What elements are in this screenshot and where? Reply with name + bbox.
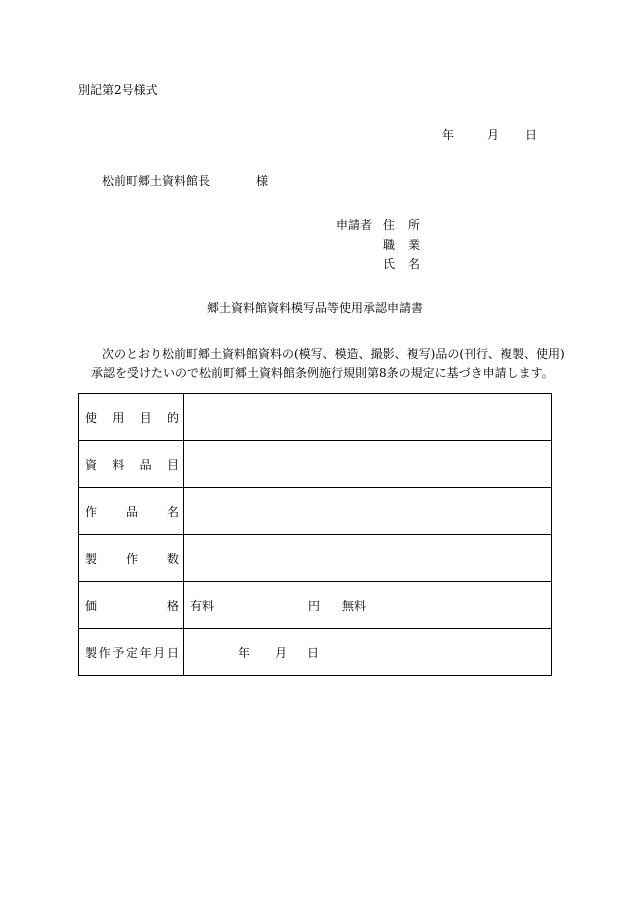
address-label-char: 住 (383, 218, 396, 232)
label-char: 作 (125, 551, 138, 566)
label-char: 作 (98, 645, 111, 660)
price-field[interactable] (184, 582, 552, 629)
name-label-char: 氏 (383, 257, 396, 271)
production-date-field[interactable] (184, 629, 552, 676)
row-label (79, 488, 184, 535)
work-name-field[interactable] (184, 488, 552, 535)
row-label (79, 582, 184, 629)
label-char: 用 (112, 410, 125, 425)
label-char: 月 (153, 645, 166, 660)
table-row (79, 582, 552, 629)
label-char: 価 (85, 598, 98, 613)
label-char: 数 (166, 551, 179, 566)
occupation-label-char: 職 (383, 237, 396, 252)
applicant-address-row (336, 216, 420, 236)
applicant-occupation-row (336, 236, 420, 256)
table-row (79, 394, 552, 441)
date-day-label: 日 (307, 645, 320, 660)
label-char: 格 (166, 598, 179, 613)
date-month: 月 (487, 128, 500, 142)
applicant-block (336, 216, 420, 275)
label-char: 年 (139, 645, 152, 660)
date-year: 年 (442, 128, 455, 142)
label-char: 名 (166, 504, 179, 519)
production-count-field[interactable] (184, 535, 552, 582)
date-year-label: 年 (238, 645, 251, 660)
row-label (79, 441, 184, 488)
label-char: 製 (85, 645, 98, 660)
applicant-name-row (336, 255, 420, 275)
row-label (79, 394, 184, 441)
addressee-honorific: 様 (256, 174, 269, 188)
body-text-line-1: 次のとおり松前町郷土資料館資料の(模写、模造、撮影、複写)品の(刊行、複製、使用) (102, 347, 565, 361)
label-char: 的 (166, 410, 179, 425)
label-char: 品 (125, 504, 138, 519)
label-char: 目 (166, 457, 179, 472)
price-paid-label: 有料 (190, 598, 215, 613)
addressee (102, 172, 268, 189)
application-table (78, 393, 552, 676)
date-month-label: 月 (275, 645, 288, 660)
price-free-label: 無料 (342, 598, 367, 613)
row-label (79, 535, 184, 582)
date-day: 日 (525, 128, 538, 142)
document-title: 郷土資料館資料模写品等使用承認申請書 (206, 301, 423, 315)
table-row (79, 441, 552, 488)
label-char: 作 (85, 504, 98, 519)
label-char: 製 (85, 551, 98, 566)
row-label (79, 629, 184, 676)
name-label-char: 名 (408, 257, 421, 271)
table-row (79, 535, 552, 582)
label-char: 料 (112, 457, 125, 472)
body-text-line-2: 承認を受けたいので松前町郷土資料館条例施行規則第8条の規定に基づき申請します。 (91, 366, 554, 380)
label-char: 品 (139, 457, 152, 472)
label-char: 日 (166, 645, 179, 660)
label-char: 予 (112, 645, 125, 660)
address-label-char: 所 (408, 218, 421, 232)
occupation-label-char: 業 (408, 237, 421, 252)
label-char: 資 (85, 457, 98, 472)
table-row (79, 488, 552, 535)
material-items-field[interactable] (184, 441, 552, 488)
table-row (79, 629, 552, 676)
label-char: 使 (85, 410, 98, 425)
purpose-field[interactable] (184, 394, 552, 441)
date-line (442, 126, 537, 143)
price-yen-label: 円 (308, 598, 321, 613)
addressee-name: 松前町郷土資料館長 (102, 174, 211, 188)
applicant-label: 申請者 (336, 218, 373, 232)
label-char: 定 (125, 645, 138, 660)
label-char: 目 (139, 410, 152, 425)
form-number: 別記第2号様式 (78, 83, 158, 97)
